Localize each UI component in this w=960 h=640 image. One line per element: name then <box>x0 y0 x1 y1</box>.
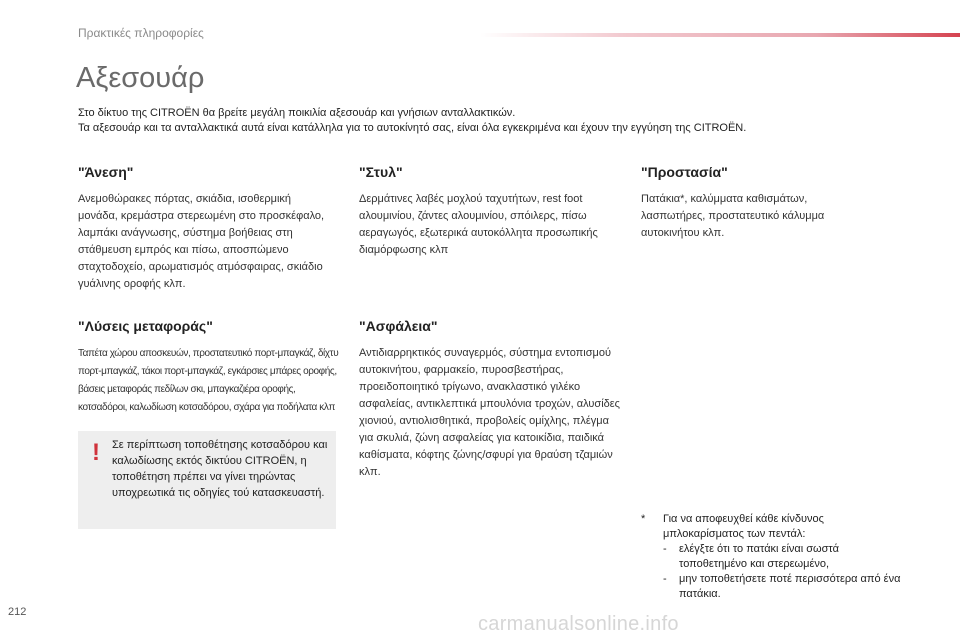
warning-box <box>78 431 336 529</box>
footnote-asterisk: * <box>641 513 646 525</box>
section-protection-body: Πατάκια*, καλύμματα καθισμάτων, λασπωτήρες, προστατευτικό κάλυμμα αυτοκινήτου κλπ. <box>641 193 825 239</box>
watermark: carmanualsonline.info <box>478 613 679 635</box>
section-transport-body: Ταπέτα χώρου αποσκευών, προστατευτικό πορτ-μπαγκάζ, δίχτυ πορτ-μπαγκάζ, τάκοι πορτ-μπαγκάζ, εγκάρσιες μπάρες οροφής, βάσεις μεταφοράς πεδίλων σκι, μπαγκαζιέρα οροφής, κοτσαδόροι, καλωδίωση κοτσαδόρου, σχάρα για ποδήλατα κλπ <box>78 348 339 413</box>
section-safety-body: Αντιδιαρρηκτικός συναγερμός, σύστημα εντοπισμού αυτοκινήτου, φαρμακείο, πυροσβεστήρας, προειδοποιητικό τρίγωνο, ανακλαστικό γιλέκο ασφαλείας, αντικλεπτικά μπουλόνια τροχών, αλυσίδες χιονιού, αντιολισθητικά, προβολείς ομίχλης, πλέγμα για σκυλιά, ζώνη ασφαλείας για κατοικίδια, παιδικά καθίσματα, κόφτης ζώνης/σφυρί για θραύση τζαμιών κλπ. <box>359 347 620 478</box>
exclamation-icon: ! <box>92 439 100 466</box>
page-number: 212 <box>8 606 27 618</box>
section-safety-title: "Ασφάλεια" <box>359 318 438 334</box>
section-safety <box>359 318 621 481</box>
section-header-title: Πρακτικές πληροφορίες <box>78 26 204 40</box>
section-protection <box>641 164 866 242</box>
footnote-text: Για να αποφευχθεί κάθε κίνδυνος μπλοκαρίσματος των πεντάλ: <box>663 513 824 540</box>
section-comfort-title: "Άνεση" <box>78 164 134 180</box>
section-comfort <box>78 164 330 293</box>
intro-line-1: Στο δίκτυο της CITROËN θα βρείτε μεγάλη ποικιλία αξεσουάρ και γνήσιων ανταλλακτικών. <box>78 107 516 119</box>
footnote <box>641 512 901 602</box>
footnote-bullet-1: ελέγξτε ότι το πατάκι είναι σωστά τοποθετημένο και στερεωμένο, <box>679 543 839 570</box>
page-title: Αξεσουάρ <box>76 62 205 94</box>
section-style-title: "Στυλ" <box>359 164 403 180</box>
footnote-bullet-dash: - <box>663 543 667 555</box>
section-style-body: Δερμάτινες λαβές μοχλού ταχυτήτων, rest foot αλουμινίου, ζάντες αλουμινίου, σπόιλερς, πίσω αεραγωγός, εξωτερικά αυτοκόλλητα προσωπικής διαμόρφωσης κλπ <box>359 193 598 256</box>
footnote-bullet-2: μην τοποθετήσετε ποτέ περισσότερα από ένα πατάκια. <box>679 573 901 600</box>
footnote-bullet-dash: - <box>663 573 667 585</box>
section-comfort-body: Ανεμοθώρακες πόρτας, σκιάδια, ισοθερμική μονάδα, κρεμάστρα στερεωμένη στο προσκέφαλο, λαμπάκι ανάγνωσης, σύστημα βοήθειας στη στάθμευση εμπρός και πίσω, αποσπώμενο σταχτοδοχείο, αρωματισμός ατμόσφαιρας, σκιάδιο γυάλινης οροφής κλπ. <box>78 193 325 290</box>
section-transport-title: "Λύσεις μεταφοράς" <box>78 318 213 334</box>
header-accent-bar <box>480 33 960 37</box>
section-transport <box>78 318 340 417</box>
intro-paragraph <box>78 106 938 136</box>
intro-line-2: Τα αξεσουάρ και τα ανταλλακτικά αυτά είναι κατάλληλα για το αυτοκίνητό σας, είναι όλα εγκεκριμένα και έχουν την εγγύηση της CITROËN. <box>78 122 747 134</box>
section-protection-title: "Προστασία" <box>641 164 728 180</box>
section-style <box>359 164 621 259</box>
warning-text: Σε περίπτωση τοποθέτησης κοτσαδόρου και καλωδίωσης εκτός δικτύου CITROËN, η τοποθέτηση πρέπει να γίνει τηρώντας υποχρεωτικά τις οδηγίες τού κατασκευαστή. <box>112 439 328 499</box>
